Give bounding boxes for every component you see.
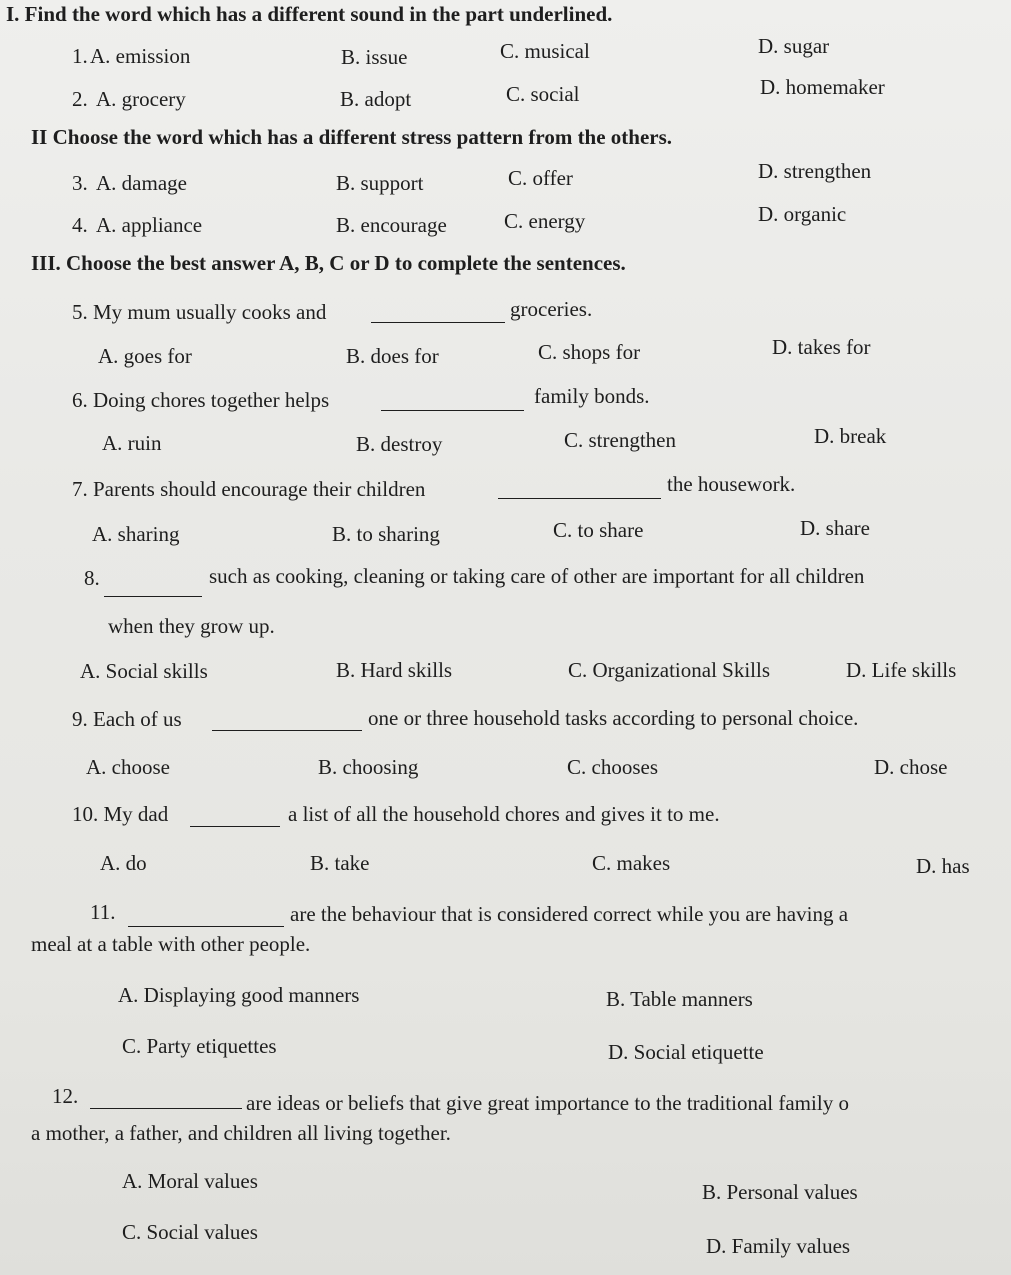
q7-stem-start: 7. Parents should encourage their children bbox=[72, 477, 426, 501]
q9-option-a: A. choose bbox=[86, 755, 170, 779]
q6-stem-start: 6. Doing chores together helps bbox=[72, 388, 330, 412]
q6-option-b: B. destroy bbox=[356, 432, 443, 456]
q12-option-c: C. Social values bbox=[122, 1220, 258, 1244]
q5-option-d: D. takes for bbox=[772, 335, 871, 359]
q10-stem-start: 10. My dad bbox=[72, 802, 169, 826]
q11-option-c: C. Party etiquettes bbox=[122, 1034, 277, 1058]
section-2-heading: II Choose the word which has a different stress pattern from the others. bbox=[31, 125, 673, 149]
section-1-heading: I. Find the word which has a different sound in the part underlined. bbox=[6, 2, 613, 26]
q2-option-d: D. homemaker bbox=[760, 75, 885, 99]
q5-stem-start: 5. My mum usually cooks and bbox=[72, 300, 327, 324]
q7-option-d: D. share bbox=[800, 516, 870, 540]
q10-option-d: D. has bbox=[916, 854, 970, 878]
q2-number: 2. bbox=[72, 87, 88, 111]
section-3-heading: III. Choose the best answer A, B, C or D to complete the sentences. bbox=[31, 251, 626, 275]
q2-option-c: C. social bbox=[506, 82, 580, 106]
q4-option-c: C. energy bbox=[504, 209, 586, 233]
q8-option-b: B. Hard skills bbox=[336, 658, 453, 682]
q8-stem-line2: when they grow up. bbox=[108, 614, 275, 638]
q11-option-a: A. Displaying good manners bbox=[118, 983, 360, 1007]
q12-option-a: A. Moral values bbox=[122, 1169, 258, 1193]
q3-option-a: A. damage bbox=[96, 171, 187, 195]
q5-stem-end: groceries. bbox=[510, 297, 593, 321]
q10-option-a: A. do bbox=[100, 851, 147, 875]
q8-option-a: A. Social skills bbox=[80, 659, 208, 683]
q6-option-a: A. ruin bbox=[102, 431, 162, 455]
q7-stem-end: the housework. bbox=[667, 472, 796, 496]
q7-option-b: B. to sharing bbox=[332, 522, 440, 546]
q8-stem: such as cooking, cleaning or taking care of other are important for all children bbox=[209, 564, 865, 588]
q11-answer-blank bbox=[128, 910, 284, 927]
q1-option-d: D. sugar bbox=[758, 34, 830, 58]
q1-option-c: C. musical bbox=[500, 39, 590, 63]
q8-option-d: D. Life skills bbox=[846, 658, 957, 682]
q11-stem-line2: meal at a table with other people. bbox=[31, 932, 311, 956]
q9-option-c: C. chooses bbox=[567, 755, 658, 779]
q2-option-a: A. grocery bbox=[96, 87, 186, 111]
q11-option-d: D. Social etiquette bbox=[608, 1040, 764, 1064]
q10-stem-end: a list of all the household chores and gives it to me. bbox=[288, 802, 720, 826]
q3-option-b: B. support bbox=[336, 171, 424, 195]
q7-option-a: A. sharing bbox=[92, 522, 180, 546]
q9-option-d: D. chose bbox=[874, 755, 948, 779]
q6-answer-blank bbox=[381, 394, 524, 411]
q2-option-b: B. adopt bbox=[340, 87, 412, 111]
q3-option-d: D. strengthen bbox=[758, 159, 872, 183]
q5-answer-blank bbox=[371, 306, 505, 323]
q9-option-b: B. choosing bbox=[318, 755, 419, 779]
q11-number: 11. bbox=[90, 900, 116, 924]
q3-number: 3. bbox=[72, 171, 88, 195]
q10-answer-blank bbox=[190, 810, 280, 827]
q12-answer-blank bbox=[90, 1092, 242, 1109]
q12-stem-line2: a mother, a father, and children all living together. bbox=[31, 1121, 451, 1145]
q3-option-c: C. offer bbox=[508, 166, 573, 190]
q7-answer-blank bbox=[498, 482, 661, 499]
q12-option-d: D. Family values bbox=[706, 1234, 851, 1258]
q4-option-b: B. encourage bbox=[336, 213, 447, 237]
q11-stem: are the behaviour that is considered correct while you are having a bbox=[290, 902, 849, 926]
q6-stem-end: family bonds. bbox=[534, 384, 650, 408]
q8-number: 8. bbox=[84, 566, 100, 590]
q12-stem: are ideas or beliefs that give great importance to the traditional family o bbox=[246, 1091, 849, 1115]
q4-option-d: D. organic bbox=[758, 202, 847, 226]
q1-number: 1. bbox=[72, 44, 88, 68]
q5-option-a: A. goes for bbox=[98, 344, 192, 368]
q12-number: 12. bbox=[52, 1084, 79, 1108]
q6-option-d: D. break bbox=[814, 424, 887, 448]
q4-number: 4. bbox=[72, 213, 88, 237]
q9-stem-end: one or three household tasks according to personal choice. bbox=[368, 706, 859, 730]
q5-option-c: C. shops for bbox=[538, 340, 641, 364]
q5-option-b: B. does for bbox=[346, 344, 439, 368]
q8-option-c: C. Organizational Skills bbox=[568, 658, 771, 682]
q9-stem-start: 9. Each of us bbox=[72, 707, 182, 731]
q10-option-b: B. take bbox=[310, 851, 370, 875]
q10-option-c: C. makes bbox=[592, 851, 671, 875]
q4-option-a: A. appliance bbox=[96, 213, 203, 237]
q1-option-b: B. issue bbox=[341, 45, 408, 69]
q1-option-a: A. emission bbox=[90, 44, 191, 68]
q12-option-b: B. Personal values bbox=[702, 1180, 858, 1204]
q9-answer-blank bbox=[212, 714, 362, 731]
q6-option-c: C. strengthen bbox=[564, 428, 676, 452]
q11-option-b: B. Table manners bbox=[606, 987, 753, 1011]
q8-answer-blank bbox=[104, 580, 202, 597]
q7-option-c: C. to share bbox=[553, 518, 644, 542]
